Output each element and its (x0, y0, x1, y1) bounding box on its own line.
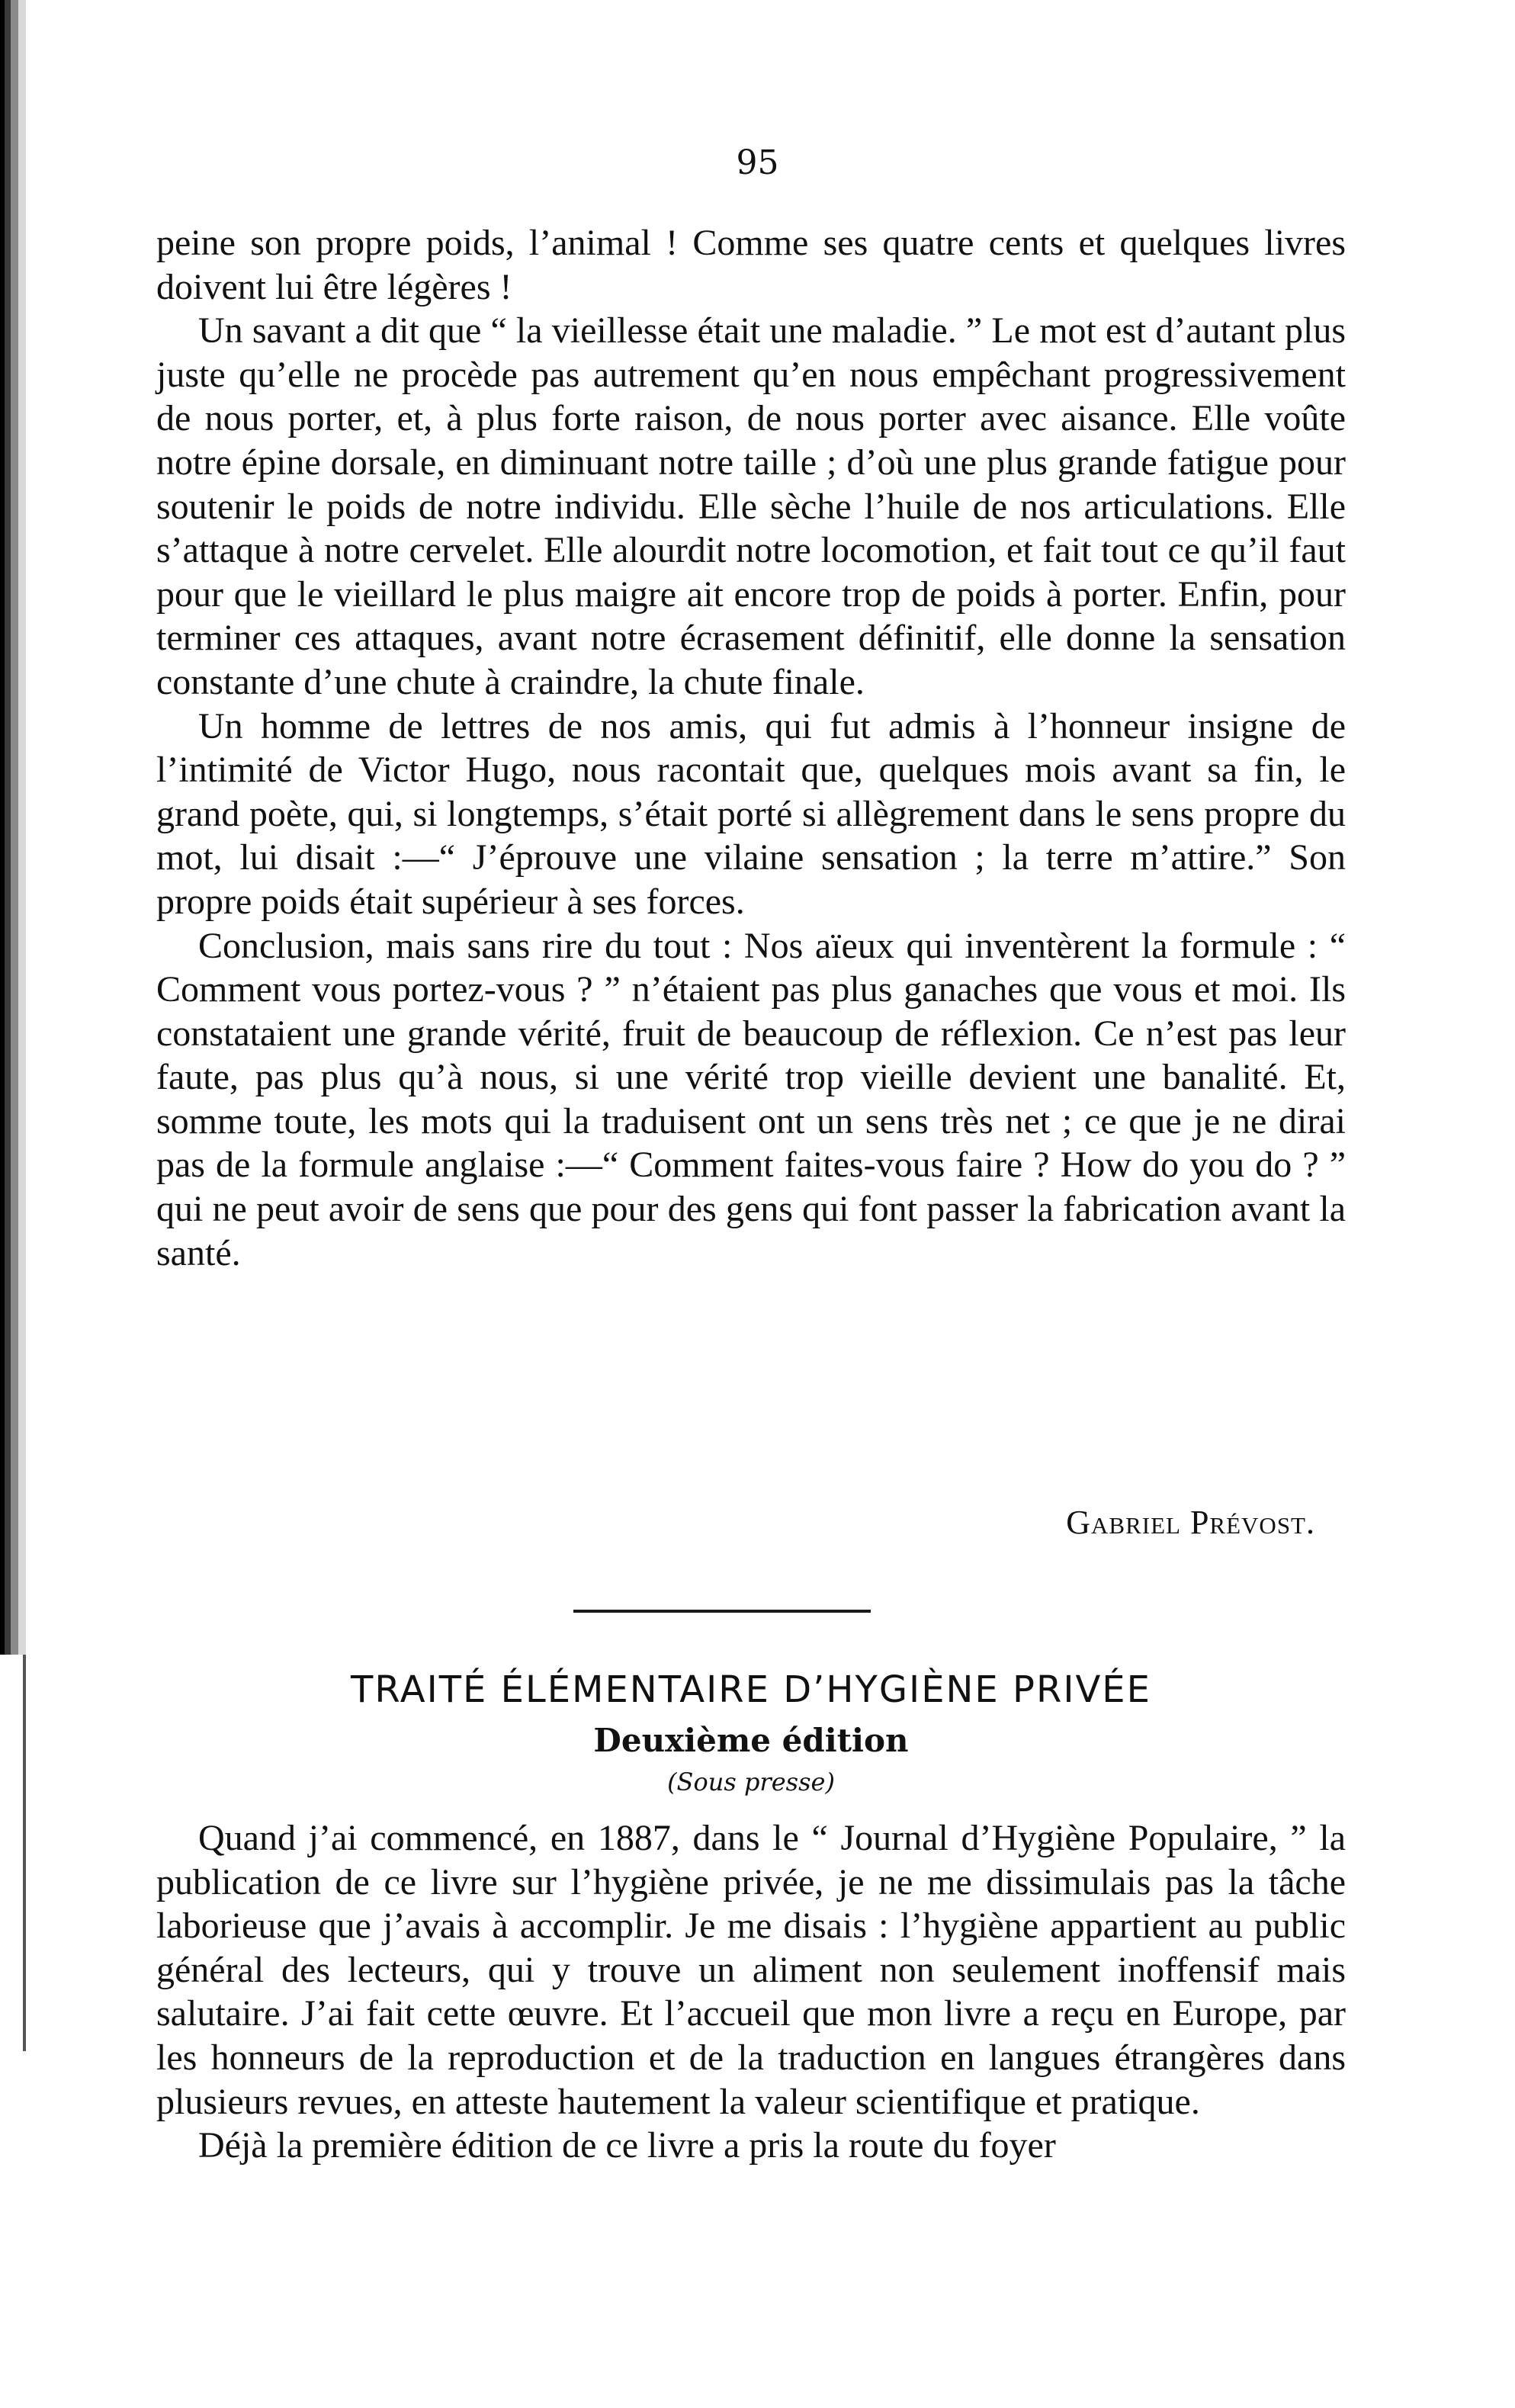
section-divider (573, 1610, 871, 1613)
paragraph-2: Un savant a dit que “ la vieillesse était une maladie. ” Le mot est d’autant plus juste qu’elle ne procède pas autrement qu’en nous empêchant progressivement de nous porter, et, à plus forte raison, de nous porter avec aisance. Elle voûte notre épine dorsale, en diminuant notre taille ; d’où une plus grande fatigue pour soutenir le poids de notre individu. Elle sèche l’huile de nos articulations. Elle s’attaque à notre cervelet. Elle alourdit notre locomotion, et fait tout ce qu’il faut pour que le vieillard le plus maigre ait encore trop de poids à porter. Enfin, pour terminer ces attaques, avant notre écrasement définitif, elle donne la sensation constante d’une chute à craindre, la chute finale. (156, 310, 1346, 702)
paragraph-1: peine son propre poids, l’animal ! Comme ses quatre cents et quelques livres doivent lui être légères ! (156, 223, 1346, 307)
press-note: (Sous presse) (667, 1767, 835, 1796)
article-body (156, 221, 1346, 1275)
section-body (156, 1816, 1346, 2168)
section-title: TRAITÉ ÉLÉMENTAIRE D’HYGIÈNE PRIVÉE (351, 1668, 1151, 1711)
binding-edge-shadow (0, 0, 34, 1655)
page-number: 95 (736, 143, 779, 182)
section-paragraph-2: Déjà la première édition de ce livre a pris la route du foyer (198, 2125, 1056, 2166)
paragraph-4: Conclusion, mais sans rire du tout : Nos aïeux qui inventèrent la formule : “ Comment vous portez-vous ? ” n’étaient pas plus ganaches que vous et moi. Ils constataient une grande vérité, fruit de beaucoup de réflexion. Ce n’est pas leur faute, pas plus qu’à nous, si une vérité trop vieille devient une banalité. Et, somme toute, les mots qui la traduisent ont un sens très net ; ce que je ne dirai pas de la formule anglaise :—“ Comment faites-vous faire ? How do you do ? ” qui ne peut avoir de sens que pour des gens qui font passer la fabrication avant la santé. (156, 925, 1346, 1273)
edition-subtitle: Deuxième édition (593, 1722, 909, 1759)
section-paragraph-1: Quand j’ai commencé, en 1887, dans le “ Journal d’Hygiène Populaire, ” la publication de ce livre sur l’hygiène privée, je ne me dissimulais pas la tâche laborieuse que j’avais à accomplir. Je me disais : l’hygiène appartient au public général des lecteurs, qui y trouve un aliment non seulement inoffensif mais salutaire. J’ai fait cette œuvre. Et l’accueil que mon livre a reçu en Europe, par les honneurs de la reproduction et de la traduction en langues étrangères dans plusieurs revues, en atteste hautement la valeur scientifique et pratique. (156, 1818, 1346, 2122)
paragraph-3: Un homme de lettres de nos amis, qui fut admis à l’honneur insigne de l’intimité de Victor Hugo, nous racontait que, quelques mois avant sa fin, le grand poète, qui, si longtemps, s’était porté si allègrement dans le sens propre du mot, lui disait :—“ J’éprouve une vilaine sensation ; la terre m’attire.” Son propre poids était supérieur à ses forces. (156, 705, 1346, 922)
binding-edge-line (23, 1655, 26, 2051)
author-signature: Gabriel Prévost. (1066, 1504, 1315, 1541)
